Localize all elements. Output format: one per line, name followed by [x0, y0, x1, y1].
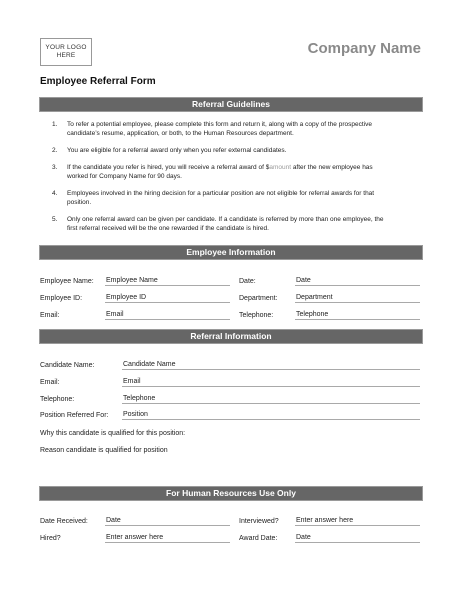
section-header-referral-info: Referral Information: [39, 329, 423, 344]
guideline-item: [52, 146, 392, 155]
interviewed-label: Interviewed?: [239, 518, 279, 525]
award-date-field[interactable]: Date: [295, 533, 420, 543]
guidelines-list: [52, 120, 392, 241]
guideline-text-part: If the candidate you refer is hired, you will receive a referral award of $: [67, 164, 270, 171]
qualification-reason-field[interactable]: Reason candidate is qualified for position: [40, 447, 168, 454]
guideline-item: [52, 189, 392, 207]
candidate-name-label: Candidate Name:: [40, 362, 95, 369]
award-date-label: Award Date:: [239, 535, 278, 542]
guideline-text: Employees involved in the hiring decision for a particular position are not eligible for referral awards for that position.: [67, 190, 375, 206]
guideline-number: 2.: [52, 147, 58, 154]
form-title: Employee Referral Form: [40, 76, 156, 87]
date-field[interactable]: Date: [295, 276, 420, 286]
position-label: Position Referred For:: [40, 412, 109, 419]
guideline-text: Only one referral award can be given per candidate. If a candidate is referred by more than one employee, the first referral received will be the one rewarded if the candidate is hired.: [67, 216, 384, 232]
employee-name-label: Employee Name:: [40, 278, 94, 285]
email-label: Email:: [40, 312, 60, 319]
guideline-text: You are eligible for a referral award only when you refer external candidates.: [67, 147, 287, 154]
candidate-telephone-label: Telephone:: [40, 396, 75, 403]
section-header-hr-only: For Human Resources Use Only: [39, 486, 423, 501]
guideline-number: 5.: [52, 216, 58, 223]
email-field[interactable]: Email: [105, 310, 230, 320]
company-name: Company Name: [307, 40, 421, 57]
date-label: Date:: [239, 278, 256, 285]
employee-id-field[interactable]: Employee ID: [105, 293, 230, 303]
company-logo-placeholder: [40, 38, 92, 66]
date-received-label: Date Received:: [40, 518, 88, 525]
logo-text: YOUR LOGO HERE: [45, 44, 87, 59]
guideline-text: To refer a potential employee, please complete this form and return it, along with a copy of the prospective candidate’s resume, application, or both, to the Human Resources department.: [67, 121, 372, 137]
candidate-telephone-field[interactable]: Telephone: [122, 394, 420, 404]
department-field[interactable]: Department: [295, 293, 420, 303]
department-label: Department:: [239, 295, 278, 302]
guideline-item: [52, 120, 392, 138]
interviewed-field[interactable]: Enter answer here: [295, 516, 420, 526]
amount-field[interactable]: amount: [269, 164, 292, 171]
qualification-question-label: Why this candidate is qualified for this position:: [40, 430, 186, 437]
date-received-field[interactable]: Date: [105, 516, 230, 526]
guideline-item: [52, 215, 392, 233]
candidate-email-field[interactable]: Email: [122, 377, 420, 387]
guideline-number: 4.: [52, 190, 58, 197]
guideline-text: [67, 163, 392, 181]
employee-name-field[interactable]: Employee Name: [105, 276, 230, 286]
candidate-name-field[interactable]: Candidate Name: [122, 360, 420, 370]
telephone-label: Telephone:: [239, 312, 274, 319]
guideline-number: 1.: [52, 121, 58, 128]
hired-field[interactable]: Enter answer here: [105, 533, 230, 543]
guideline-item: [52, 163, 392, 181]
telephone-field[interactable]: Telephone: [295, 310, 420, 320]
guideline-number: 3.: [52, 164, 58, 171]
candidate-email-label: Email:: [40, 379, 60, 386]
guideline-text-part: after the new employee has worked for Company Name for 90 days.: [67, 164, 373, 180]
section-header-employee-info: Employee Information: [39, 245, 423, 260]
hired-label: Hired?: [40, 535, 61, 542]
employee-id-label: Employee ID:: [40, 295, 83, 302]
section-header-guidelines: Referral Guidelines: [39, 97, 423, 112]
position-field[interactable]: Position: [122, 410, 420, 420]
